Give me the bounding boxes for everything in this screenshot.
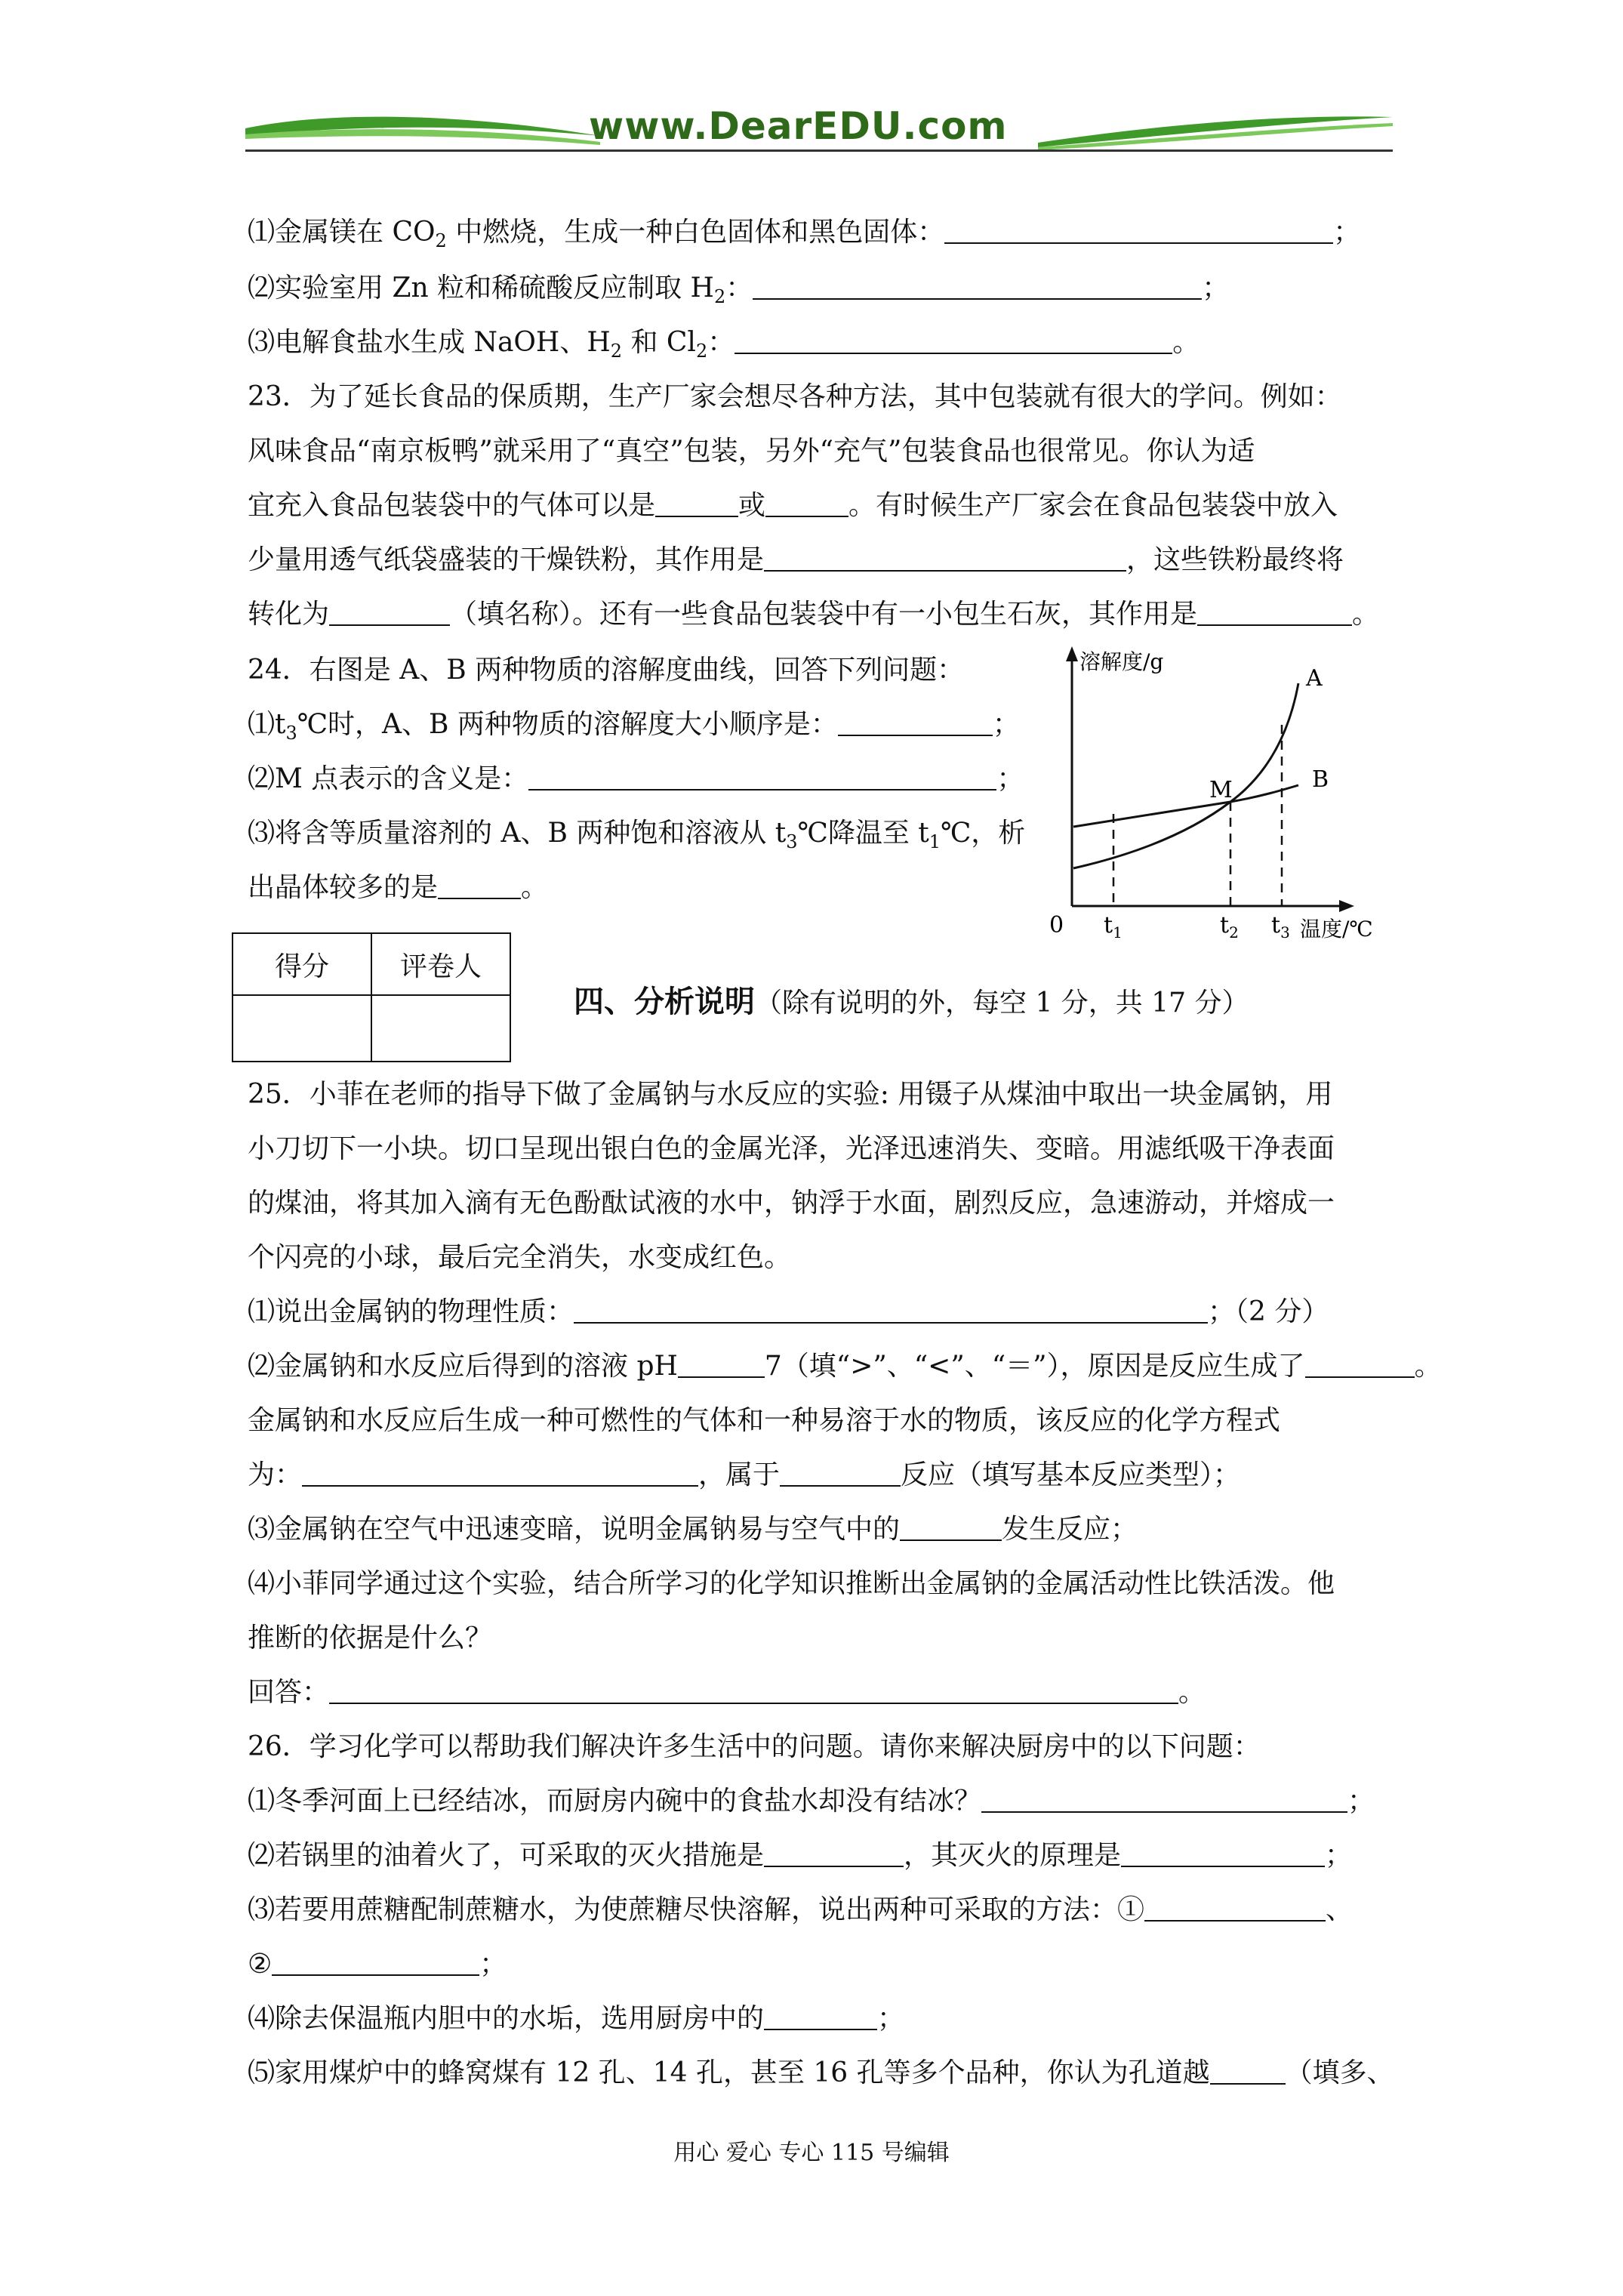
q25-l6-text: ⑵金属钠和水反应后得到的溶液 pH <box>248 1351 678 1382</box>
q23-line2: 风味食品“南京板鸭”就采用了“真空”包装，另外“充气”包装食品也很常见。你认为适 <box>248 436 1255 467</box>
tick-t3: $t_3$ <box>1271 912 1290 942</box>
q24-l2-post: ℃时，A、B 两种物质的溶解度大小顺序是： <box>297 709 838 740</box>
q25-l12-text: 回答： <box>248 1677 330 1708</box>
q26-l2-end: ； <box>1347 1786 1375 1817</box>
section-4-note: （除有说明的外，每空 1 分，共 17 分） <box>755 988 1249 1019</box>
grader-header: 评卷人 <box>371 933 510 995</box>
tick-t2: $t_2$ <box>1220 912 1239 942</box>
q26-l3-mid: ，其灭火的原理是 <box>904 1840 1122 1871</box>
section-4-heading: 四、分析说明 <box>574 984 755 1019</box>
q23-l4-text: 少量用透气纸袋盛装的干燥铁粉，其作用是 <box>248 544 765 575</box>
answer-blank[interactable] <box>753 273 1202 300</box>
answer-blank[interactable] <box>1197 599 1352 626</box>
q25-line12 <box>248 1676 1206 1709</box>
q24-line5 <box>248 871 548 905</box>
answer-blank[interactable] <box>1121 1840 1325 1867</box>
q25-l9-end: 发生反应； <box>1002 1514 1138 1545</box>
answer-blank[interactable] <box>438 872 521 899</box>
answer-blank[interactable] <box>272 1949 479 1976</box>
tick-t1: $t_1$ <box>1104 912 1123 942</box>
q24-l5-end: 。 <box>521 872 549 903</box>
answer-blank[interactable] <box>764 544 1126 572</box>
answer-blank[interactable] <box>765 490 848 517</box>
q22-l1-sub: 2 <box>435 230 447 251</box>
q25-line5 <box>248 1296 1329 1329</box>
answer-blank[interactable] <box>528 763 996 791</box>
q22-l3-sub2: 2 <box>695 341 708 362</box>
answer-blank[interactable] <box>764 2003 877 2030</box>
q22-l1-text: ⑴金属镁在 CO <box>248 217 436 248</box>
q26-line4 <box>248 1894 1353 1927</box>
origin-label: 0 <box>1049 912 1064 938</box>
q26-line1: 26．学习化学可以帮助我们解决许多生活中的问题。请你来解决厨房中的以下问题： <box>248 1731 1261 1762</box>
solubility-chart <box>1049 642 1397 944</box>
q22-l2-text: ⑵实验室用 Zn 粒和稀硫酸反应制取 H <box>248 273 714 304</box>
q24-l2-sub: 3 <box>285 723 297 744</box>
q22-line1 <box>248 216 1360 257</box>
x-axis-arrow <box>1339 900 1354 912</box>
q25-line10: ⑷小菲同学通过这个实验，结合所学习的化学知识推断出金属钠的金属活动性比铁活泼。他 <box>248 1568 1335 1599</box>
score-header: 得分 <box>233 933 371 995</box>
answer-blank[interactable] <box>764 1840 904 1867</box>
answer-blank[interactable] <box>981 1786 1347 1813</box>
q22-l2-end: ； <box>1202 273 1230 304</box>
grader-cell[interactable] <box>371 995 510 1062</box>
q26-l4-text: ⑶若要用蔗糖配制蔗糖水，为使蔗糖尽快溶解，说出两种可采取的方法：① <box>248 1894 1145 1925</box>
answer-blank[interactable] <box>302 1459 698 1487</box>
q22-l2-sub: 2 <box>713 286 726 307</box>
answer-blank[interactable] <box>944 217 1333 244</box>
q22-line3 <box>248 326 1200 368</box>
q23-l3-or: 或 <box>738 490 766 521</box>
q24-l4-post: ℃，析 <box>941 818 1026 849</box>
q25-l9-text: ⑶金属钠在空气中迅速变暗，说明金属钠易与空气中的 <box>248 1514 901 1545</box>
q22-l2-post: ： <box>725 273 753 304</box>
q24-l5-text: 出晶体较多的是 <box>248 872 439 903</box>
answer-blank[interactable] <box>678 1351 765 1378</box>
score-cell[interactable] <box>233 995 371 1062</box>
answer-blank[interactable] <box>1305 1351 1415 1378</box>
q24-l4-text: ⑶将含等质量溶剂的 A、B 两种饱和溶液从 t <box>248 818 787 849</box>
q25-line2: 小刀切下一小块。切口呈现出银白色的金属光泽，光泽迅速消失、变暗。用滤纸吸干净表面 <box>248 1133 1335 1164</box>
curve-b <box>1073 785 1298 827</box>
q25-l5-text: ⑴说出金属钠的物理性质： <box>248 1296 574 1327</box>
q23-l3-rest: 。有时候生产厂家会在食品包装袋中放入 <box>848 490 1338 521</box>
q25-line6 <box>248 1350 1442 1383</box>
q25-line3: 的煤油，将其加入滴有无色酚酞试液的水中，钠浮于水面，剧烈反应，急速游动，并熔成一 <box>248 1188 1335 1219</box>
answer-blank[interactable] <box>574 1296 1208 1324</box>
q24-line2 <box>248 708 1020 750</box>
series-b-label: B <box>1312 766 1329 793</box>
header-rule <box>245 149 1393 152</box>
q24-l4-sub1: 3 <box>786 831 798 852</box>
q25-line1: 25．小菲在老师的指导下做了金属钠与水反应的实验: 用镊子从煤油中取出一块金属钠，用 <box>248 1079 1333 1110</box>
q26-l4-end: 、 <box>1326 1894 1354 1925</box>
site-url[interactable]: www.DearEDU.com <box>589 104 1008 148</box>
point-m-label: M <box>1209 777 1233 803</box>
q22-l3-post: ： <box>707 327 735 358</box>
q25-l5-end: ；（2 分） <box>1208 1296 1329 1327</box>
q26-l3-end: ； <box>1325 1840 1353 1871</box>
header-swoosh-right <box>1038 109 1393 151</box>
q23-line1: 23．为了延长食品的保质期，生产厂家会想尽各种方法，其中包装就有很大的学问。例如： <box>248 381 1342 412</box>
curve-a <box>1073 683 1298 868</box>
q23-l5-end: 。 <box>1352 599 1380 630</box>
q26-l5-text: ② <box>248 1949 273 1980</box>
answer-blank[interactable] <box>1210 2057 1286 2085</box>
q26-l6-end: ； <box>877 2003 905 2034</box>
q25-l6-mid: 7（填“>”、“<”、“＝”），原因是反应生成了 <box>764 1351 1305 1382</box>
x-axis-label: 温度/℃ <box>1300 917 1373 942</box>
y-axis-label: 溶解度/g <box>1079 649 1164 674</box>
answer-blank[interactable] <box>838 709 993 736</box>
q24-l4-mid: ℃降温至 t <box>797 818 929 849</box>
q26-line3 <box>248 1839 1352 1872</box>
answer-blank[interactable] <box>655 490 738 517</box>
q22-l3-end: 。 <box>1172 327 1200 358</box>
score-table <box>232 932 511 1062</box>
page-footer: 用心 爱心 专心 115 号编辑 <box>673 2140 950 2166</box>
q24-line1: 24．右图是 A、B 两种物质的溶解度曲线，回答下列问题： <box>248 655 965 686</box>
q26-line7 <box>248 2057 1394 2090</box>
q22-l3-sub1: 2 <box>610 341 622 362</box>
q22-line2 <box>248 272 1229 313</box>
q23-l4-rest: ，这些铁粉最终将 <box>1126 544 1344 575</box>
q24-l2-end: ； <box>992 709 1020 740</box>
q26-l6-text: ⑷除去保温瓶内胆中的水垢，选用厨房中的 <box>248 2003 765 2034</box>
q24-l2-text: ⑴t <box>248 709 286 740</box>
q24-line3 <box>248 763 1024 796</box>
q24-l3-end: ； <box>996 763 1024 794</box>
q22-l3-mid: 和 Cl <box>622 327 696 358</box>
q23-line3 <box>248 489 1338 522</box>
section-4-title <box>574 978 1249 1021</box>
q24-l4-sub2: 1 <box>929 831 941 852</box>
q25-line7: 金属钠和水反应后生成一种可燃性的气体和一种易溶于水的物质，该反应的化学方程式 <box>248 1405 1281 1436</box>
answer-blank[interactable] <box>329 1677 1178 1704</box>
q23-l5-text: 转化为 <box>248 599 330 630</box>
series-a-label: A <box>1306 665 1323 692</box>
q25-line8 <box>248 1459 1240 1492</box>
q25-l8-end: 反应（填写基本反应类型）； <box>901 1459 1241 1490</box>
q22-l1-post: 中燃烧，生成一种白色固体和黑色固体： <box>446 217 945 248</box>
q25-l8-text: 为： <box>248 1459 303 1490</box>
q26-l3-text: ⑵若锅里的油着火了，可采取的灭火措施是 <box>248 1840 765 1871</box>
q22-l3-text: ⑶电解食盐水生成 NaOH、H <box>248 327 611 358</box>
q26-l2-text: ⑴冬季河面上已经结冰，而厨房内碗中的食盐水却没有结冰？ <box>248 1786 982 1817</box>
q23-line4 <box>248 544 1344 577</box>
q24-line4 <box>248 817 1025 858</box>
q26-l5-end: ； <box>479 1949 507 1980</box>
q26-l7-text: ⑸家用煤炉中的蜂窝煤有 12 孔、14 孔，甚至 16 孔等多个品种，你认为孔道越 <box>248 2057 1210 2088</box>
q26-line6 <box>248 2002 904 2036</box>
header-swoosh-left <box>245 106 600 151</box>
q23-l3-text: 宜充入食品包装袋中的气体可以是 <box>248 490 656 521</box>
q25-line4: 个闪亮的小球，最后完全消失，水变成红色。 <box>248 1242 792 1273</box>
answer-blank[interactable] <box>329 599 450 626</box>
answer-blank[interactable] <box>900 1514 1002 1541</box>
q25-line11: 推断的依据是什么？ <box>248 1623 493 1653</box>
q25-l8-mid: ，属于 <box>698 1459 781 1490</box>
q23-l5-mid: （填名称）。还有一些食品包装袋中有一小包生石灰，其作用是 <box>450 599 1198 630</box>
q23-line5 <box>248 598 1379 631</box>
q22-l1-end: ； <box>1333 217 1361 248</box>
q24-l3-text: ⑵M 点表示的含义是： <box>248 763 529 794</box>
answer-blank[interactable] <box>780 1459 901 1487</box>
q25-line9 <box>248 1513 1138 1546</box>
answer-blank[interactable] <box>1144 1894 1326 1922</box>
q25-l12-end: 。 <box>1178 1677 1206 1708</box>
q26-l7-end: （填多、 <box>1285 2057 1394 2088</box>
q25-l6-end: 。 <box>1414 1351 1442 1382</box>
answer-blank[interactable] <box>735 327 1172 354</box>
q26-line2 <box>248 1785 1375 1818</box>
y-axis-arrow <box>1066 646 1078 661</box>
q26-line5 <box>248 1948 507 1981</box>
